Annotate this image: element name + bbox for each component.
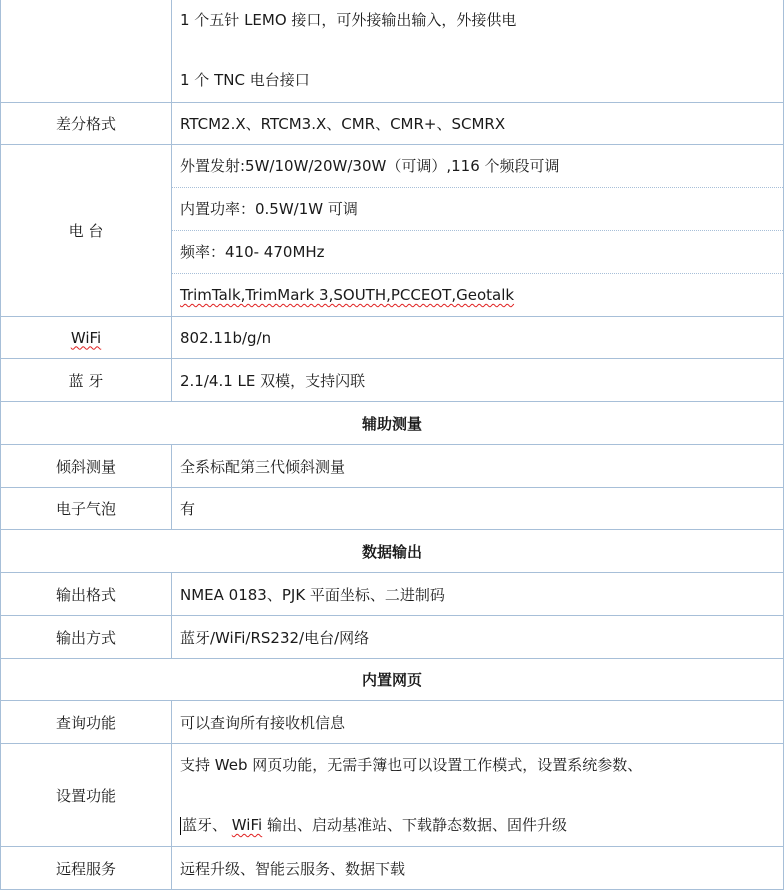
tilt-value: 全系标配第三代倾斜测量 (172, 445, 784, 488)
table-row (1, 445, 784, 488)
table-row (1, 359, 784, 402)
table-row (1, 573, 784, 616)
settings-line-1: 支持 Web 网页功能，无需手簿也可以设置工作模式，设置系统参数、 (180, 756, 643, 774)
section-row (1, 402, 784, 445)
settings-label: 设置功能 (1, 744, 172, 847)
diff-format-label: 差分格式 (1, 103, 172, 145)
table-row (1, 701, 784, 744)
tilt-label: 倾斜测量 (1, 445, 172, 488)
section-aux-heading: 辅助测量 (1, 402, 784, 445)
section-row (1, 530, 784, 573)
settings-line-2 (180, 784, 783, 835)
radio-line-1: 外置发射:5W/10W/20W/30W（可调）,116 个频段可调 (180, 157, 560, 175)
radio-value-cell (172, 145, 784, 317)
bubble-label: 电子气泡 (1, 488, 172, 530)
table-row (1, 488, 784, 530)
diff-format-value: RTCM2.X、RTCM3.X、CMR、CMR+、SCMRX (172, 103, 784, 145)
remote-label: 远程服务 (1, 847, 172, 890)
text-cursor (180, 817, 181, 835)
settings-line-2-part-a: 蓝牙、 (182, 816, 228, 834)
wifi-value: 802.11b/g/n (172, 317, 784, 359)
table-row (1, 317, 784, 359)
bubble-value: 有 (172, 488, 784, 530)
settings-value-cell (172, 744, 784, 847)
out-format-label: 输出格式 (1, 573, 172, 616)
query-value: 可以查询所有接收机信息 (172, 701, 784, 744)
wifi-label: WiFi (70, 328, 102, 347)
settings-line-2-wifi: WiFi (231, 816, 263, 834)
out-method-value: 蓝牙/WiFi/RS232/电台/网络 (172, 616, 784, 659)
section-row (1, 659, 784, 701)
table-row (1, 0, 784, 103)
table-row (1, 744, 784, 847)
table-row (1, 103, 784, 145)
settings-line-2-part-c: 输出、启动基准站、下载静态数据、固件升级 (266, 816, 567, 834)
interface-value-cell (172, 0, 784, 103)
out-method-label: 输出方式 (1, 616, 172, 659)
table-row (1, 847, 784, 890)
radio-line-4: TrimTalk,TrimMark 3,SOUTH,PCCEOT,Geotalk (172, 273, 783, 316)
radio-line-3: 频率：410- 470MHz (172, 230, 783, 273)
interface-line-1: 1 个五针 LEMO 接口，可外接输出输入，外接供电 (180, 11, 517, 29)
section-output-heading: 数据输出 (1, 530, 784, 573)
section-web-heading: 内置网页 (1, 659, 784, 701)
table-row (1, 145, 784, 317)
wifi-label-cell (1, 317, 172, 359)
interface-label-cell (1, 0, 172, 103)
remote-value: 远程升级、智能云服务、数据下载 (172, 847, 784, 890)
radio-label: 电 台 (1, 145, 172, 317)
bluetooth-label: 蓝 牙 (1, 359, 172, 402)
table-row (1, 616, 784, 659)
out-format-value: NMEA 0183、PJK 平面坐标、二进制码 (172, 573, 784, 616)
bluetooth-value: 2.1/4.1 LE 双模，支持闪联 (172, 359, 784, 402)
interface-line-2: 1 个 TNC 电台接口 (180, 71, 310, 89)
query-label: 查询功能 (1, 701, 172, 744)
radio-line-2: 内置功率：0.5W/1W 可调 (172, 187, 783, 230)
